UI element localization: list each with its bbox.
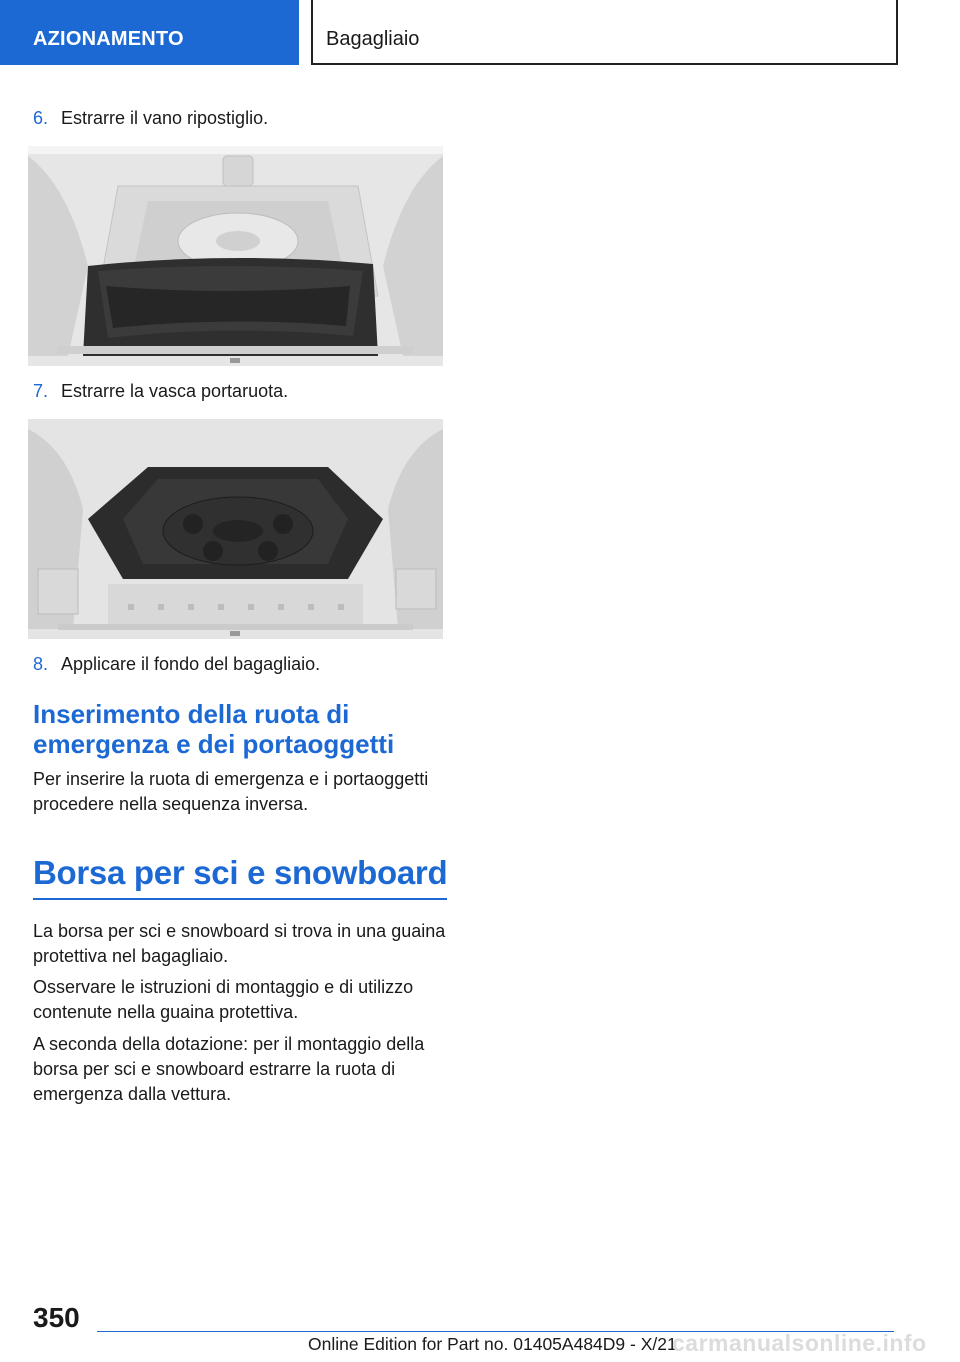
figure-storage-compartment xyxy=(28,146,443,366)
step-text: Applicare il fondo del bagagliaio. xyxy=(61,654,321,674)
step-7 xyxy=(33,379,288,403)
step-6 xyxy=(33,106,268,130)
step-text: Estrarre il vano ripostiglio. xyxy=(61,108,269,128)
section-paragraph: Osservare le istruzioni di montaggio e di utilizzo contenute nella guaina protettiva. xyxy=(33,977,414,1022)
step-text: Estrarre la vasca portaruota. xyxy=(61,381,289,401)
section-paragraph: A seconda della dotazione: per il montaggio della borsa per sci e snowboard estrarre la ruota di emergenza dalla vettura. xyxy=(33,1034,425,1104)
chapter-header xyxy=(311,0,898,65)
chapter-title: Bagagliaio xyxy=(326,28,420,50)
subsection-body: Per inserire la ruota di emergenza e i portaoggetti procedere nella sequenza inversa. xyxy=(33,769,429,814)
page-number: 350 xyxy=(33,1302,80,1333)
subsection-heading-line2: emergenza e dei portaoggetti xyxy=(33,729,395,759)
footer-edition: Online Edition for Part no. 01405A484D9 - X/21 xyxy=(308,1334,677,1354)
step-number: 8. xyxy=(33,654,49,674)
section-heading: Borsa per sci e snowboard xyxy=(33,854,448,891)
step-8 xyxy=(33,652,320,676)
subsection-heading xyxy=(33,699,453,759)
step-number: 6. xyxy=(33,108,49,128)
section-heading-rule xyxy=(33,898,447,900)
section-paragraph: La borsa per sci e snowboard si trova in una guaina protettiva nel bagagliaio. xyxy=(33,921,446,966)
step-number: 7. xyxy=(33,381,49,401)
figure-wheel-tray xyxy=(28,419,443,639)
watermark: carmanualsonline.info xyxy=(672,1330,927,1356)
section-tab xyxy=(0,0,299,65)
section-tab-label: AZIONAMENTO xyxy=(33,28,184,50)
subsection-heading-line1: Inserimento della ruota di xyxy=(33,699,350,729)
